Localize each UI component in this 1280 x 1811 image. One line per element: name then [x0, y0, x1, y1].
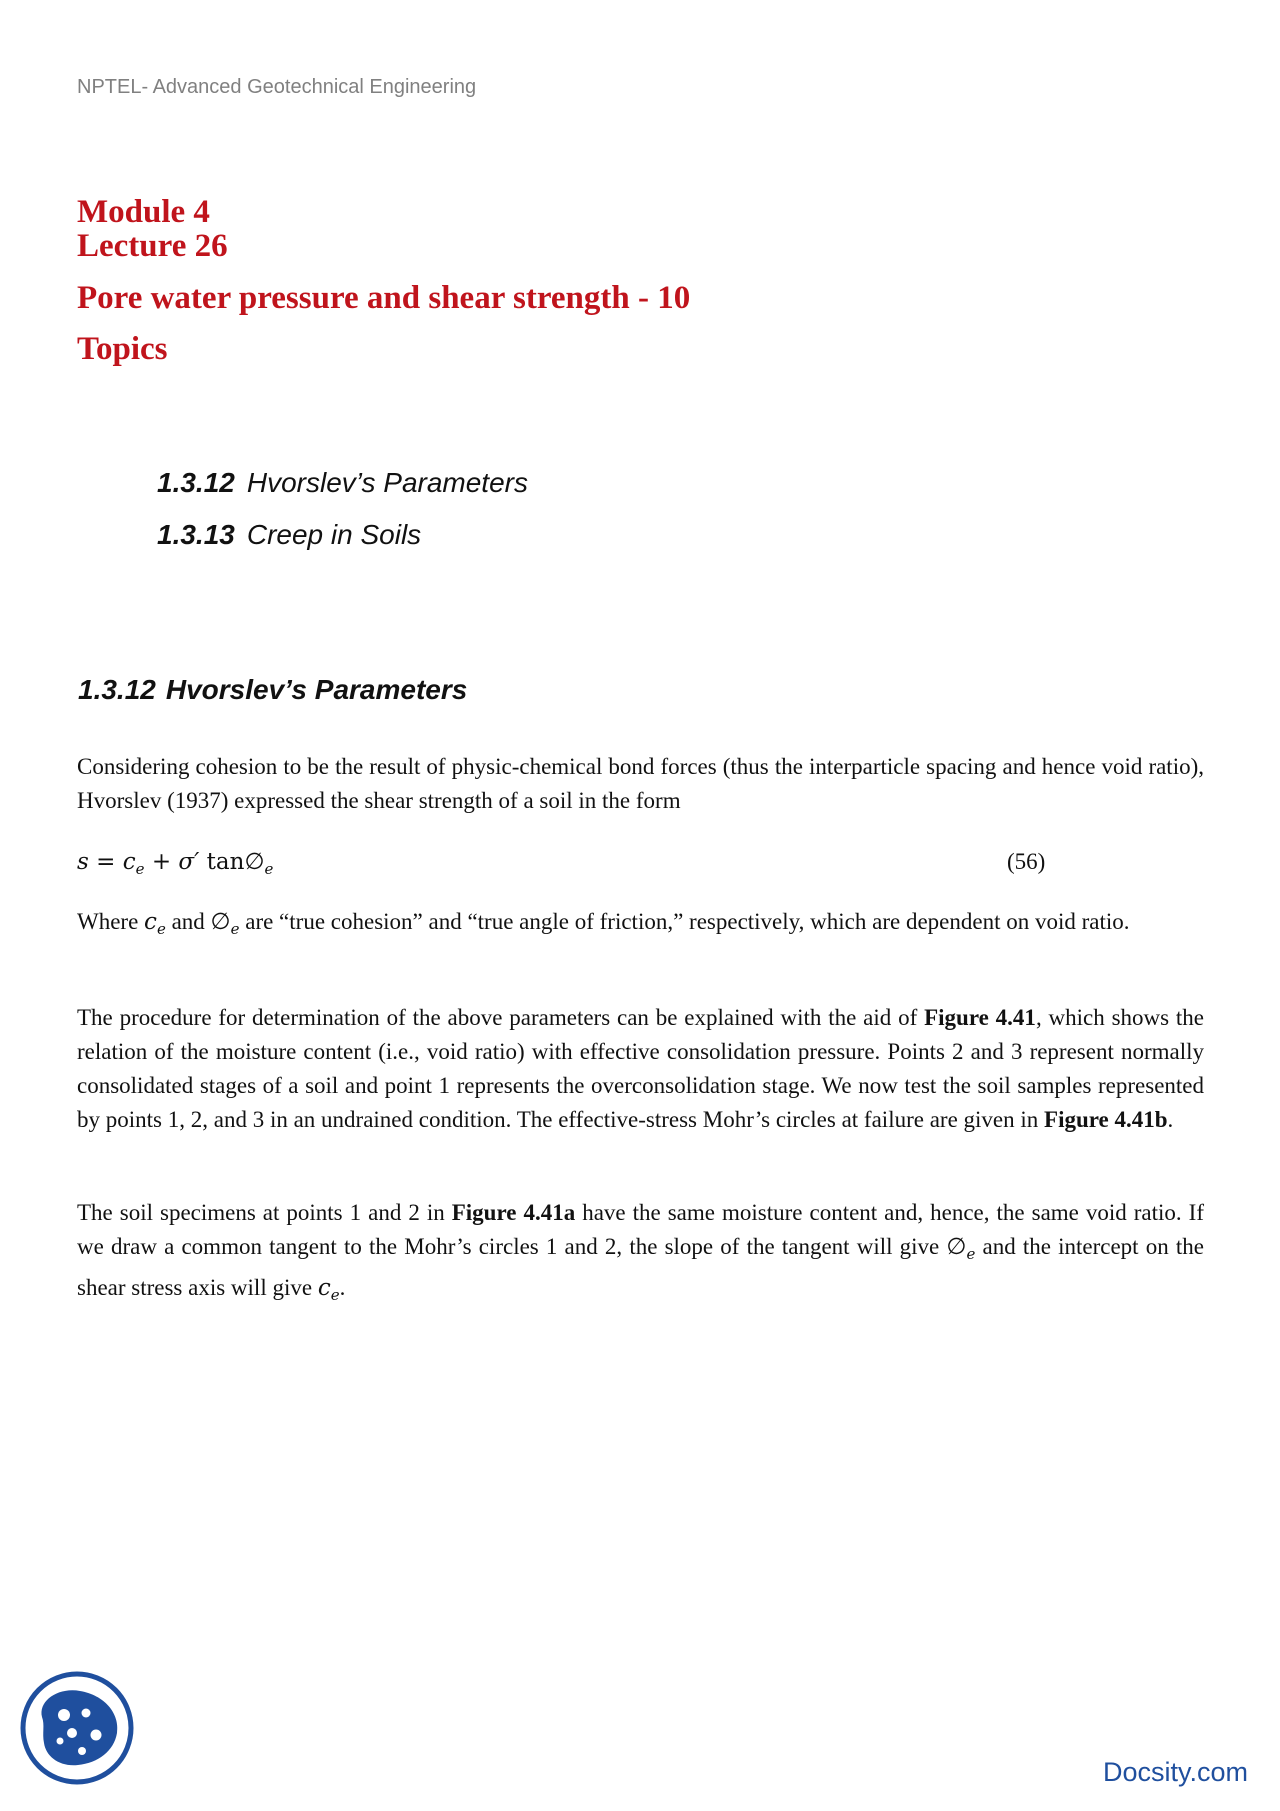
paragraph-2: Where $c_e$ and $\emptyset_e$ are “true cohesion” and “true angle of friction,” respectively, which are dependent on void ratio. — [77, 909, 1130, 938]
topics-heading: Topics — [77, 331, 168, 367]
topic-title: Creep in Soils — [246, 519, 422, 550]
section-heading — [78, 676, 467, 704]
lecture-title: Pore water pressure and shear strength - 10 — [77, 280, 691, 316]
topic-title: Hvorslev’s Parameters — [246, 467, 528, 498]
topic-number: 1.3.13 — [157, 519, 235, 550]
module-heading: Module 4 — [77, 194, 210, 230]
paragraph-3: The procedure for determination of the above parameters can be explained with the aid of Figure 4.41, which shows the relation of the moisture content (i.e., void ratio) with effective consolidation pressure. Points 2 and 3 represent normally consolidated stages of a soil and point 1 represents the overconsolidation stage. We now test the soil samples represented by points 1, 2, and 3 in an undrained condition. The effective-stress Mohr’s circles at failure are given in Figure 4.41b. — [77, 1005, 1205, 1132]
equation-56: $s = c_e + \sigma'$ $\tan\emptyset_e$ — [77, 849, 274, 878]
lecture-heading: Lecture 26 — [77, 228, 228, 264]
docsity-watermark-link[interactable]: Docsity.com — [1103, 1757, 1249, 1787]
topic-number: 1.3.12 — [157, 467, 235, 498]
section-title: Hvorslev’s Parameters — [165, 674, 468, 705]
docsity-logo-icon — [20, 1671, 135, 1786]
paragraph-1: Considering cohesion to be the result of physic-chemical bond forces (thus the interparticle spacing and hence void ratio), Hvorslev (1937) expressed the shear strength of a soil in the form — [77, 754, 1204, 813]
section-number: 1.3.12 — [78, 674, 156, 705]
paragraph-4: The soil specimens at points 1 and 2 in Figure 4.41a have the same moisture content and, hence, the same void ratio. If we draw a common tangent to the Mohr’s circles 1 and 2, the slope of the tangent will give $\emptyset_e$ and the intercept on the shear stress axis will give $c_e$. — [77, 1200, 1204, 1304]
topic-item — [157, 521, 421, 549]
running-header: NPTEL- Advanced Geotechnical Engineering — [77, 76, 477, 98]
equation-number: (56) — [1007, 849, 1046, 874]
topic-item — [157, 469, 528, 497]
